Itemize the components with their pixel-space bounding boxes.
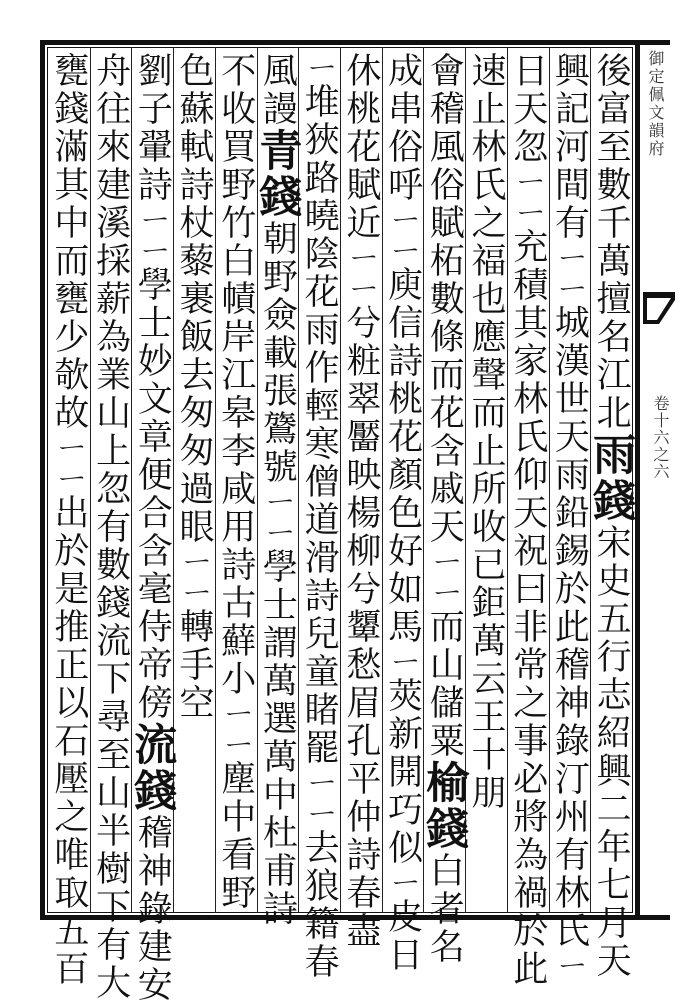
column-text: 舟往來建溪採薪為業山上忽有數錢流下尋至山半樹下有大 [90, 52, 131, 1002]
fold-margin [640, 40, 670, 920]
column-text: 劉子翬詩ㄧㄧ學士妙文章便合含毫侍帝傍 [132, 52, 173, 722]
margin-title: 御定佩文韻府 [646, 50, 665, 158]
column-text: 白者名 [424, 852, 465, 966]
fish-tail-mark-icon [641, 290, 677, 326]
text-column [547, 52, 591, 981]
text-column [297, 52, 341, 981]
headword: 榆錢 [419, 760, 470, 852]
column-text: 宋史五行志紹興二年七月天 [591, 524, 632, 980]
text-column [214, 52, 258, 912]
text-column [252, 52, 303, 928]
text-column [127, 52, 178, 1004]
headword: 青錢 [252, 128, 303, 220]
column-text: 朝野僉載張鷟號ㄧㄧ學士謂萬選萬中杜甫詩 [257, 220, 298, 928]
text-column [586, 52, 637, 980]
column-text: 日天忽ㄧㄧ充積其家林氏仰天祝曰非常之事必將為禍於此 [507, 52, 548, 988]
column-text: 休桃花賦近ㄧㄧ兮粧翠靨映楊柳兮顰愁眉孔平仲詩春盡 [340, 52, 381, 950]
column-text: 稽神錄建安 [132, 814, 173, 1004]
column-text: 後富至數千萬擅名江北 [591, 52, 632, 432]
column-text: 興記河間有ㄧㄧ城漢世天雨鉛錫於此稽神錄汀州有林氏ㄧ [549, 52, 590, 981]
column-text: 會稽風俗賦柘數條而花含戚天ㄧㄧ而山儲粟 [424, 52, 465, 760]
column-text: 買野竹白幘岸江皋李咸用詩古蘚小ㄧㄧ塵中看野 [215, 128, 256, 912]
column-text: 不收 [215, 52, 256, 128]
column-text: 成串俗呼ㄧㄧ庾信詩桃花顏色好如馬ㄧ莢新開巧似ㄧ皮日 [382, 52, 423, 974]
text-column [47, 52, 91, 988]
headword: 雨錢 [586, 432, 637, 524]
margin-volume: 卷十六之六 [651, 395, 670, 480]
text-column [381, 52, 425, 974]
text-column [89, 52, 133, 1002]
column-text: 色蘇軾詩杖藜裹飯去匆匆過眼ㄧㄧ轉手空 [174, 52, 214, 722]
text-column [464, 52, 508, 912]
column-text: 速止林氏之福也應聲而止所收已鉅萬云王十朋 [466, 52, 506, 812]
column-text: 風謾 [257, 52, 298, 128]
column-text: ㄧ堆狹路曉陰花雨作輕寒僧道滑詩兒童睹罷ㄧㄧ去狼籍春 [299, 52, 340, 981]
text-column [506, 52, 550, 988]
column-text: 甕錢滿其中而甕少欹故ㄧㄧ出於是推正以石壓之唯取五百 [48, 52, 89, 988]
text-column [339, 52, 383, 950]
text-column [172, 52, 216, 912]
headword: 流錢 [127, 722, 178, 814]
text-column [419, 52, 470, 966]
